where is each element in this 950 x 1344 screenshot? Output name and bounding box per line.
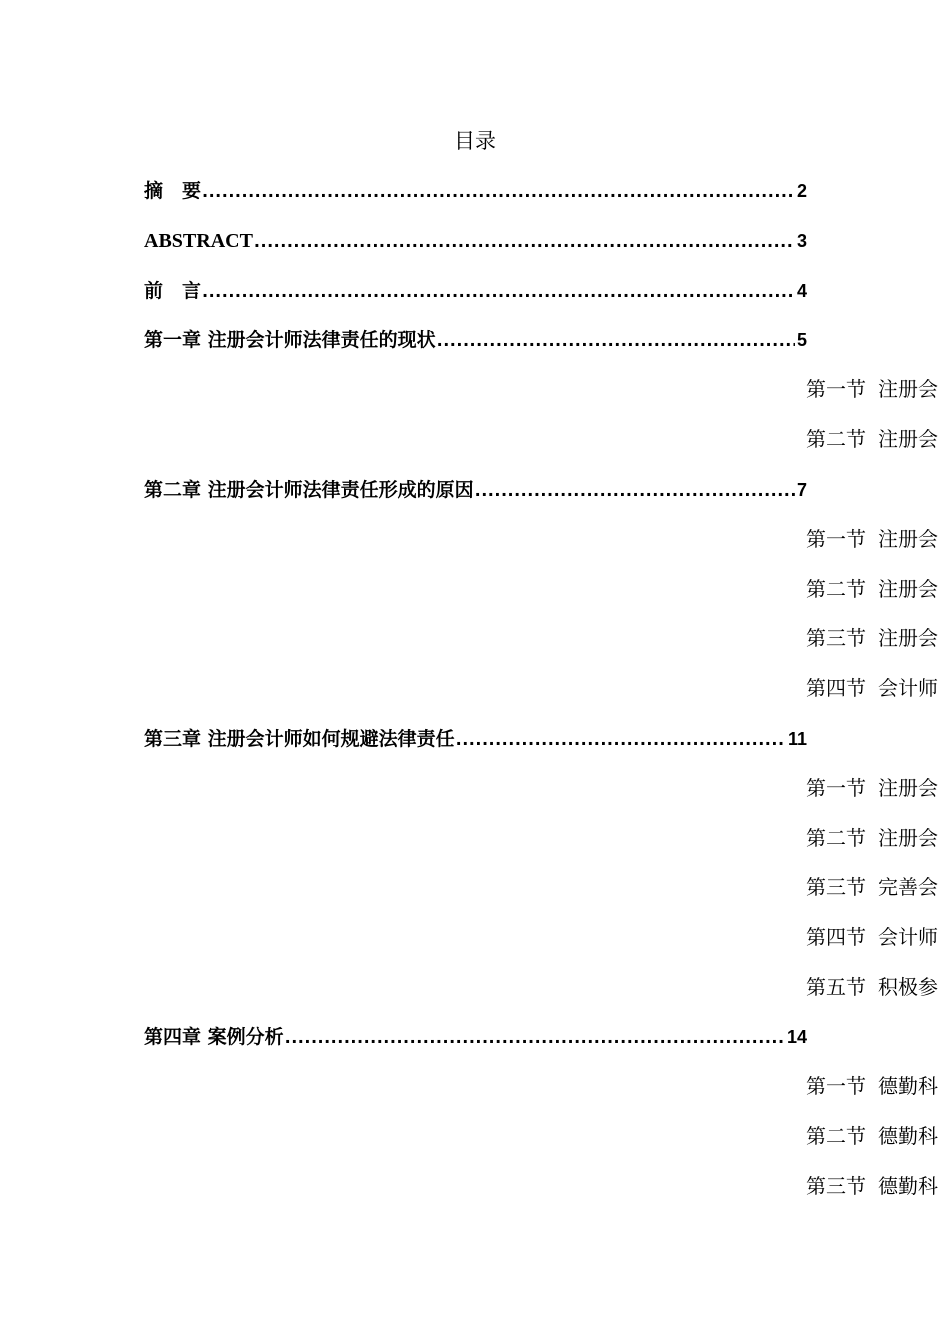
toc-section-text: 德勤科: [878, 1124, 938, 1148]
toc-section-3-4[interactable]: [806, 922, 950, 952]
toc-section-text: 注册会: [878, 577, 938, 601]
toc-entry-label: 第四章 案例分析: [144, 1026, 284, 1048]
toc-dot-leader: [285, 1023, 785, 1053]
toc-section-text: 会计师: [878, 925, 938, 949]
toc-title: 目录: [454, 129, 496, 153]
toc-dot-leader: [456, 725, 786, 755]
toc-entry-label: 第二章 注册会计师法律责任形成的原因: [144, 479, 474, 501]
toc-section-number: 第三节: [806, 875, 866, 899]
toc-entry-chapter-1[interactable]: [144, 325, 807, 355]
toc-page-number: 3: [796, 231, 807, 251]
toc-section-number: 第二节: [806, 577, 866, 601]
toc-section-text: 注册会: [878, 826, 938, 850]
toc-section-4-3[interactable]: [806, 1171, 950, 1201]
toc-entry-label: 前 言: [144, 280, 202, 302]
toc-section-number: 第四节: [806, 925, 866, 949]
toc-entry-label: 第一章 注册会计师法律责任的现状: [144, 329, 436, 351]
toc-section-text: 注册会: [878, 427, 938, 451]
toc-section-number: 第五节: [806, 975, 866, 999]
toc-entry-chapter-2[interactable]: [144, 475, 807, 505]
toc-entry-abstract-cn[interactable]: [144, 176, 807, 206]
toc-dot-leader: [437, 326, 795, 356]
toc-section-number: 第一节: [806, 527, 866, 551]
toc-section-text: 注册会: [878, 626, 938, 650]
toc-page-number: 11: [787, 729, 807, 749]
toc-section-3-1[interactable]: [806, 773, 950, 803]
toc-section-number: 第一节: [806, 776, 866, 800]
toc-entry-label: ABSTRACT: [144, 230, 253, 252]
toc-entry-abstract-en[interactable]: [144, 226, 807, 256]
toc-section-text: 积极参: [878, 975, 938, 999]
toc-section-3-2[interactable]: [806, 823, 950, 853]
toc-section-1-1[interactable]: [806, 374, 950, 404]
toc-dot-leader: [202, 277, 795, 307]
toc-section-number: 第四节: [806, 676, 866, 700]
toc-entry-preface[interactable]: [144, 276, 807, 306]
toc-section-text: 德勤科: [878, 1074, 938, 1098]
toc-section-number: 第一节: [806, 1074, 866, 1098]
toc-entry-chapter-3[interactable]: [144, 724, 807, 754]
toc-dot-leader: [202, 177, 795, 207]
toc-section-number: 第三节: [806, 626, 866, 650]
toc-entry-label: 摘 要: [144, 180, 202, 202]
toc-section-number: 第二节: [806, 427, 866, 451]
toc-section-2-4[interactable]: [806, 673, 950, 703]
toc-section-3-3[interactable]: [806, 872, 950, 902]
toc-section-2-2[interactable]: [806, 574, 950, 604]
toc-section-4-1[interactable]: [806, 1071, 950, 1101]
toc-page-number: 7: [796, 480, 807, 500]
toc-section-1-2[interactable]: [806, 424, 950, 454]
toc-dot-leader: [475, 476, 795, 506]
toc-section-number: 第二节: [806, 1124, 866, 1148]
toc-page-number: 2: [796, 181, 807, 201]
toc-page-number: 4: [796, 281, 807, 301]
toc-section-number: 第二节: [806, 826, 866, 850]
toc-page-number: 14: [786, 1027, 807, 1047]
toc-section-text: 会计师: [878, 676, 938, 700]
toc-entry-chapter-4[interactable]: [144, 1022, 807, 1052]
toc-section-text: 德勤科: [878, 1174, 938, 1198]
toc-section-text: 注册会: [878, 776, 938, 800]
toc-page-number: 5: [796, 330, 807, 350]
toc-section-number: 第三节: [806, 1174, 866, 1198]
toc-section-text: 注册会: [878, 377, 938, 401]
toc-section-number: 第一节: [806, 377, 866, 401]
toc-entry-label: 第三章 注册会计师如何规避法律责任: [144, 728, 455, 750]
toc-section-2-3[interactable]: [806, 623, 950, 653]
toc-dot-leader: [254, 227, 795, 257]
toc-section-text: 完善会: [878, 875, 938, 899]
toc-section-text: 注册会: [878, 527, 938, 551]
toc-section-2-1[interactable]: [806, 524, 950, 554]
toc-section-4-2[interactable]: [806, 1121, 950, 1151]
toc-section-3-5[interactable]: [806, 972, 950, 1002]
